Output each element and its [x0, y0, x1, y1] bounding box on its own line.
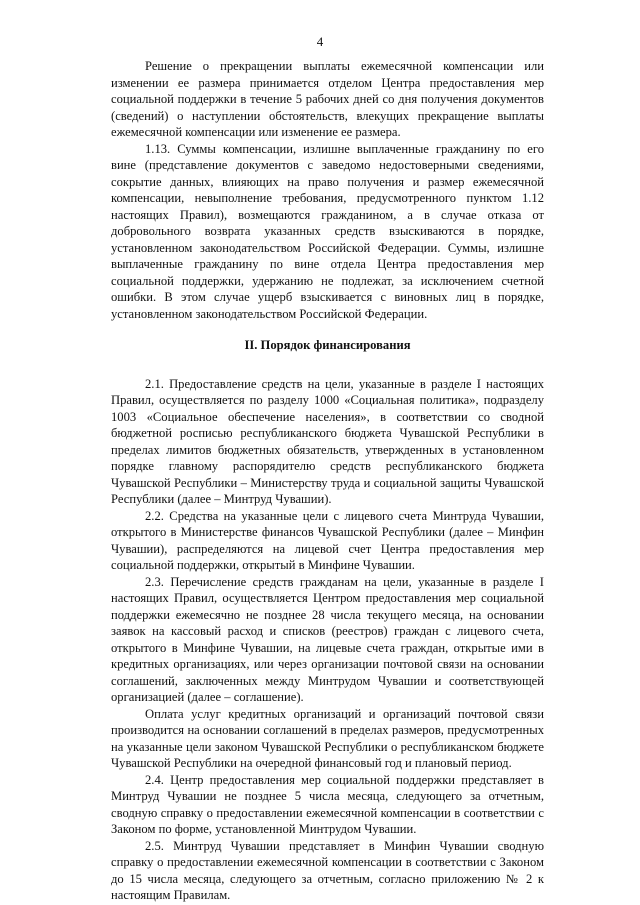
paragraph-payment: Оплата услуг кредитных организаций и организаций почтовой связи производится на основании соглашений в пределах размеров, предусмотренных на указанные цели законом Чувашской Республики о республиканском бюджете Чувашской Республики на очередной финансовый год и плановый период.: [111, 706, 544, 770]
paragraph-2-1: 2.1. Предоставление средств на цели, указанные в разделе I настоящих Правил, осуществляется по разделу 1000 «Социальная политика», подразделу 1003 «Социальное обеспечение населения», в соответствии со сводной бюджетной росписью республиканского бюджета Чувашской Республики в пределах лимитов бюджетных обязательств, утвержденных в установленном порядке главному распорядителю средств республиканского бюджета Чувашской Республики – Министерству труда и социальной защиты Чувашской Республики (далее – Минтруд Чувашии).: [111, 376, 544, 506]
paragraph-2-5: 2.5. Минтруд Чувашии представляет в Минфин Чувашии сводную справку о предоставлении ежемесячной компенсации в соответствии с Законом до 15 числа месяца, следующего за отчетным, согласно приложению № 2 к настоящим Правилам.: [111, 838, 544, 902]
paragraph-2-4: 2.4. Центр предоставления мер социальной поддержки представляет в Минтруд Чувашии не позднее 5 числа месяца, следующего за отчетным, сводную справку о предоставлении ежемесячной компенсации в соответствии с Законом по форме, установленной Минтрудом Чувашии.: [111, 772, 544, 836]
document-body: [111, 58, 544, 904]
page-number: 4: [316, 34, 324, 49]
paragraph: Решение о прекращении выплаты ежемесячной компенсации или изменении ее размера принимается отделом Центра предоставления мер социальной поддержки в течение 5 рабочих дней со дня получения документов (сведений) о наступлении обстоятельств, влекущих прекращение выплаты ежемесячной компенсации или изменение ее размера.: [111, 59, 544, 139]
paragraph-1-13: 1.13. Суммы компенсации, излишне выплаченные гражданину по его вине (представление документов с заведомо недостоверными сведениями, сокрытие данных, влияющих на право получения и размер ежемесячной компенсации, невыполнение требования, предусмотренного пунктом 1.12 настоящих Правил), возмещаются гражданином, а в случае отказа от добровольного возврата указанных средств взыскиваются в порядке, установленном законодательством Российской Федерации. Суммы, излишне выплаченные гражданину по вине отдела Центра предоставления мер социальной поддержки, удержанию не подлежат, за исключением счетной ошибки. В этом случае ущерб взыскивается с виновных лиц в порядке, установленном законодательством Российской Федерации.: [111, 141, 544, 321]
section-title: II. Порядок финансирования: [244, 338, 411, 352]
paragraph-2-2: 2.2. Средства на указанные цели с лицевого счета Минтруда Чувашии, открытого в Министерстве финансов Чувашской Республики (далее – Минфин Чувашии), распределяются на лицевой счет Центра предоставления мер социальной поддержки, открытый в Минфине Чувашии.: [111, 508, 544, 572]
paragraph-2-3: 2.3. Перечисление средств гражданам на цели, указанные в разделе I настоящих Правил, осуществляется Центром предоставления мер социальной поддержки ежемесячно не позднее 28 числа текущего месяца, на основании заявок на кассовый расход и списков (реестров) граждан с лицевого счета, открытого в Минфине Чувашии, на лицевые счета граждан, открытые ими в кредитных организациях, или через организации почтовой связи на основании соглашений, заключенных между Минтрудом Чувашии и соответствующей организацией (далее – соглашение).: [111, 574, 544, 704]
